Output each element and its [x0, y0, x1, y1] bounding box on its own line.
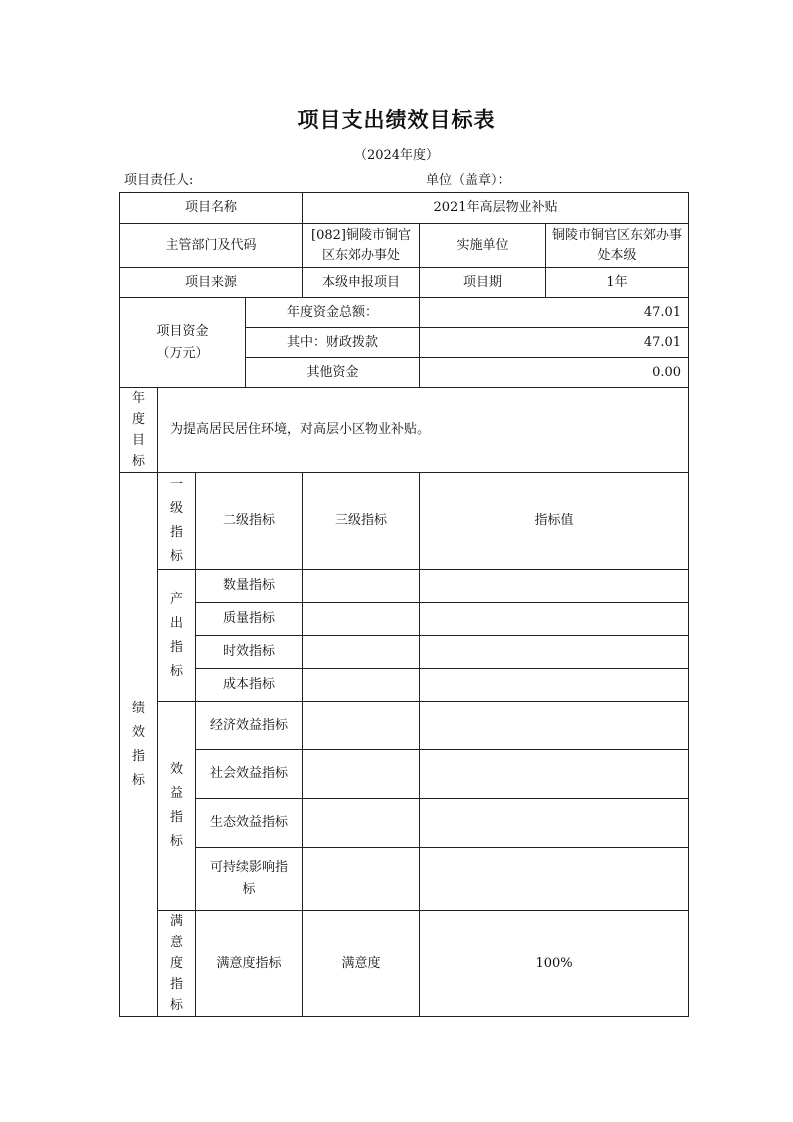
benefit-value-cell	[420, 750, 689, 799]
benefit-indicators-label: 效益指标	[158, 702, 196, 911]
other-funds-label: 其他资金	[246, 358, 420, 388]
output-level3-cell	[303, 570, 420, 603]
output-indicators-label: 产出指标	[158, 570, 196, 702]
table-row	[120, 603, 689, 636]
benefit-level3-cell	[303, 848, 420, 911]
output-value-cell	[420, 570, 689, 603]
dept-label: 主管部门及代码	[120, 224, 303, 268]
output-value-cell	[420, 669, 689, 702]
dept-value: [082]铜陵市铜官区东郊办事处	[303, 224, 420, 268]
impl-unit-label: 实施单位	[420, 224, 546, 268]
table-row	[120, 750, 689, 799]
table-row	[120, 298, 689, 328]
page-title: 项目支出绩效目标表	[297, 108, 496, 132]
output-level3-cell	[303, 603, 420, 636]
benefit-value-cell	[420, 702, 689, 750]
benefit-level3-cell	[303, 702, 420, 750]
benefit-item: 经济效益指标	[196, 702, 303, 750]
level1-header: 一级指标	[158, 473, 196, 570]
output-value-cell	[420, 603, 689, 636]
total-funds-label: 年度资金总额：	[246, 298, 420, 328]
satisfaction-value: 100%	[420, 911, 689, 1017]
table-row	[120, 224, 689, 268]
table-row	[120, 848, 689, 911]
responsible-person-label: 项目责任人:	[124, 173, 194, 188]
level3-header: 三级指标	[303, 473, 420, 570]
performance-goal-table	[119, 192, 689, 1017]
project-name-label: 项目名称	[120, 193, 303, 224]
table-row	[120, 911, 689, 1017]
fiscal-funds-label: 其中：财政拨款	[246, 328, 420, 358]
annual-goal-label: 年度目标	[120, 388, 158, 473]
benefit-level3-cell	[303, 750, 420, 799]
level2-header: 二级指标	[196, 473, 303, 570]
table-row	[120, 799, 689, 848]
output-level3-cell	[303, 636, 420, 669]
satisfaction-level3: 满意度	[303, 911, 420, 1017]
benefit-item: 可持续影响指标	[196, 848, 303, 911]
table-row	[120, 702, 689, 750]
project-source-value: 本级申报项目	[303, 268, 420, 298]
impl-unit-value: 铜陵市铜官区东郊办事处本级	[546, 224, 689, 268]
benefit-item: 社会效益指标	[196, 750, 303, 799]
project-period-value: 1年	[546, 268, 689, 298]
fiscal-funds-value: 47.01	[420, 328, 689, 358]
output-value-cell	[420, 636, 689, 669]
table-row	[120, 388, 689, 473]
annual-goal-text: 为提高居民居住环境，对高层小区物业补贴。	[158, 388, 689, 473]
output-item: 数量指标	[196, 570, 303, 603]
year-subtitle: （2024年度）	[353, 148, 440, 163]
output-level3-cell	[303, 669, 420, 702]
other-funds-value: 0.00	[420, 358, 689, 388]
output-item: 成本指标	[196, 669, 303, 702]
output-item: 质量指标	[196, 603, 303, 636]
table-row	[120, 570, 689, 603]
table-row	[120, 636, 689, 669]
table-row	[120, 669, 689, 702]
total-funds-value: 47.01	[420, 298, 689, 328]
benefit-value-cell	[420, 799, 689, 848]
satisfaction-indicators-label: 满意度指标	[158, 911, 196, 1017]
benefit-value-cell	[420, 848, 689, 911]
table-row	[120, 193, 689, 224]
value-header: 指标值	[420, 473, 689, 570]
table-row	[120, 268, 689, 298]
benefit-item: 生态效益指标	[196, 799, 303, 848]
project-name-value: 2021年高层物业补贴	[303, 193, 689, 224]
project-source-label: 项目来源	[120, 268, 303, 298]
output-item: 时效指标	[196, 636, 303, 669]
project-period-label: 项目期	[420, 268, 546, 298]
perf-indicators-label: 绩效指标	[120, 473, 158, 1017]
satisfaction-level2: 满意度指标	[196, 911, 303, 1017]
project-funds-label: 项目资金（万元）	[120, 298, 246, 388]
benefit-level3-cell	[303, 799, 420, 848]
unit-seal-label: 单位（盖章）：	[426, 173, 511, 188]
table-row	[120, 473, 689, 570]
